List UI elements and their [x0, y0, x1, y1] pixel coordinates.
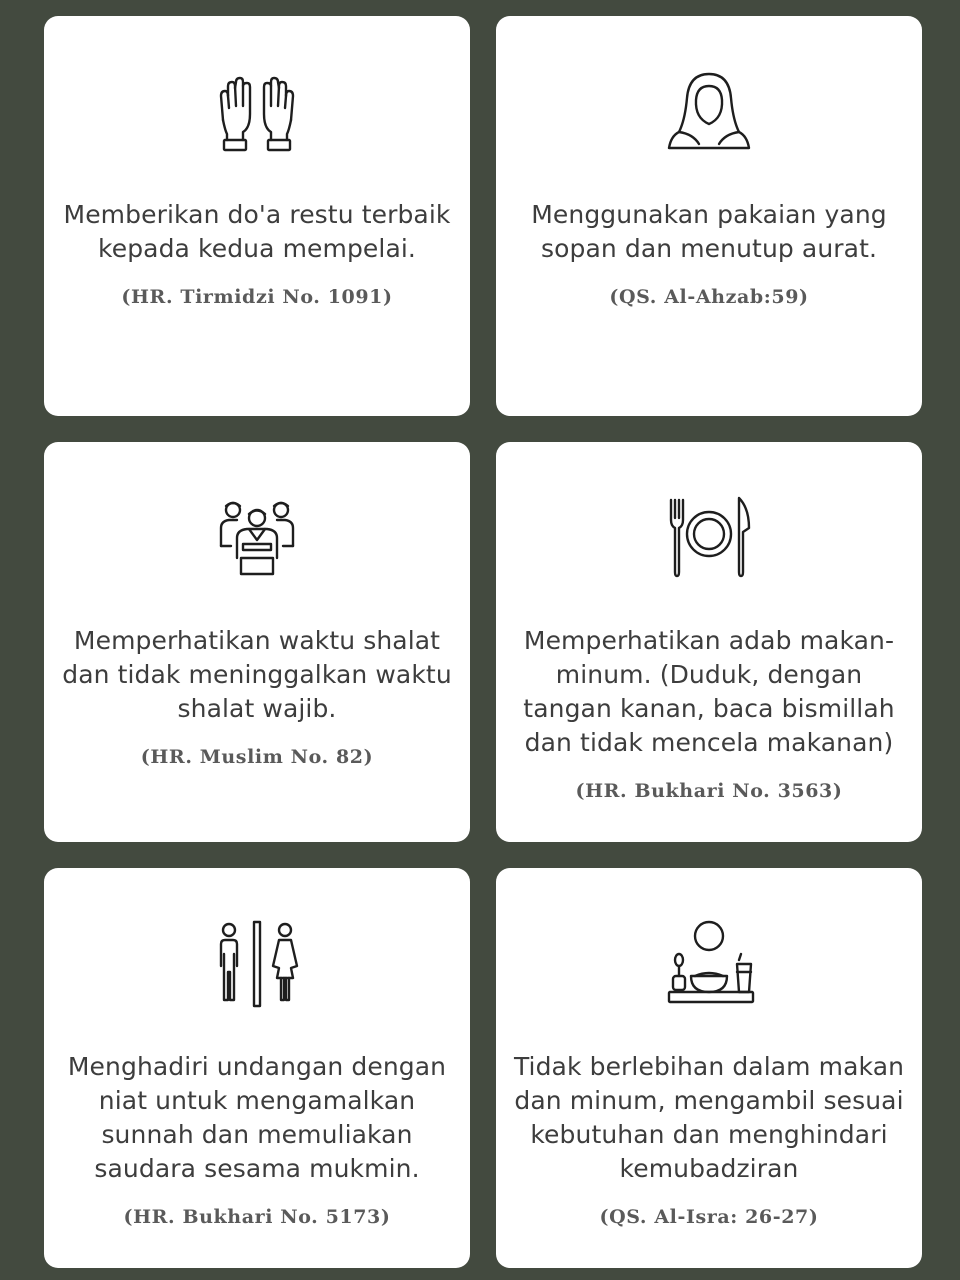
- card-adab-makan: [496, 442, 922, 842]
- card-tidak-berlebihan: [496, 868, 922, 1268]
- card-text: Memperhatikan adab makan-minum. (Duduk, dengan tangan kanan, baca bismillah dan tidak mencela makanan): [523, 626, 895, 757]
- card-shalat: [44, 442, 470, 842]
- card-text: Menghadiri undangan dengan niat untuk mengamalkan sunnah dan memuliakan saudara sesama mukmin.: [67, 1052, 447, 1183]
- man-woman-separated-icon: [207, 914, 307, 1014]
- card-text: Menggunakan pakaian yang sopan dan menutup aurat.: [531, 200, 887, 263]
- card-reference: (QS. Al-Ahzab:59): [609, 286, 809, 308]
- congregation-people-icon: [207, 488, 307, 588]
- plate-fork-knife-icon: [659, 488, 759, 588]
- hijab-woman-icon: [659, 62, 759, 162]
- card-reference: (HR. Bukhari No. 3563): [575, 780, 843, 802]
- card-reference: (QS. Al-Isra: 26-27): [599, 1206, 819, 1228]
- card-reference: (HR. Bukhari No. 5173): [123, 1206, 391, 1228]
- card-pakaian: [496, 16, 922, 416]
- person-eating-icon: [659, 914, 759, 1014]
- card-undangan: [44, 868, 470, 1268]
- card-text: Tidak berlebihan dalam makan dan minum, mengambil sesuai kebutuhan dan menghindari kemubadziran: [513, 1052, 905, 1183]
- praying-hands-icon: [207, 62, 307, 162]
- etiquette-grid: [44, 16, 922, 1268]
- card-reference: (HR. Muslim No. 82): [140, 746, 374, 768]
- card-doa: [44, 16, 470, 416]
- card-text: Memperhatikan waktu shalat dan tidak meninggalkan waktu shalat wajib.: [62, 626, 452, 723]
- card-reference: (HR. Tirmidzi No. 1091): [121, 286, 393, 308]
- card-text: Memberikan do'a restu terbaik kepada kedua mempelai.: [63, 200, 451, 263]
